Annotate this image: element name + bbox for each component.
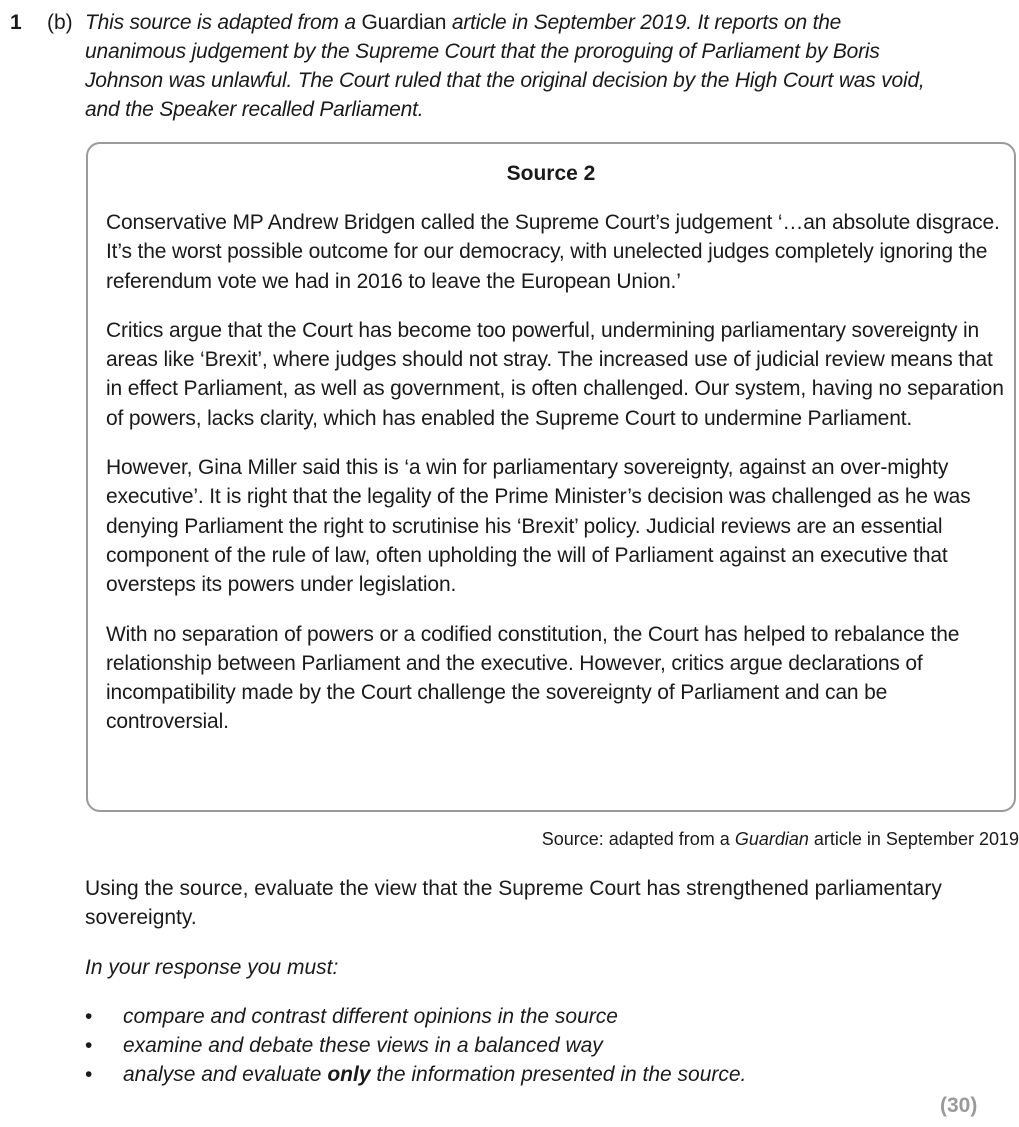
- citation-publication: Guardian: [734, 829, 809, 849]
- requirement-item: [85, 1002, 746, 1031]
- intro-publication-name: Guardian: [361, 11, 447, 34]
- bullet-icon: •: [85, 1063, 93, 1086]
- question-number: 1: [10, 11, 22, 34]
- requirement-text-start: analyse and evaluate: [123, 1063, 328, 1086]
- intro-text-start: This source is adapted from a: [85, 11, 362, 34]
- source-citation: [419, 826, 1019, 852]
- requirements-list: [85, 1002, 746, 1089]
- marks-available: (30): [940, 1094, 978, 1117]
- source-introduction: [85, 8, 945, 124]
- requirement-text: compare and contrast different opinions in the source: [123, 1005, 618, 1028]
- source-paragraph-1: Conservative MP Andrew Bridgen called the Supreme Court’s judgement ‘…an absolute disgrace. It’s the worst possible outcome for our democracy, with unelected judges completely ignoring the referendum vote we had in 2016 to leave the European Union.’: [106, 211, 1000, 293]
- question-part: (b): [47, 11, 73, 34]
- requirement-text: examine and debate these views in a balanced way: [123, 1034, 603, 1057]
- bullet-icon: •: [85, 1034, 93, 1057]
- source-title: Source 2: [506, 162, 596, 185]
- bullet-icon: •: [85, 1005, 93, 1028]
- source-paragraph-3: However, Gina Miller said this is ‘a win for parliamentary sovereignty, against an over-mighty executive’. It is right that the legality of the Prime Minister’s decision was challenged as he was denying Parliament the right to scrutinise his ‘Brexit’ policy. Judicial reviews are an essential component of the rule of law, often upholding the will of Parliament against an executive that oversteps its powers under legislation.: [106, 456, 971, 597]
- requirement-text-end: the information presented in the source.: [370, 1063, 747, 1086]
- intro-text-end: article in September 2019. It reports on the unanimous judgement by the Supreme Court that the proroguing of Parliament by Boris Johnson was unlawful. The Court ruled that the original decision by the High Court was void, and the Speaker recalled Parliament.: [85, 11, 925, 121]
- requirement-item: [85, 1060, 746, 1089]
- source-paragraph-2: Critics argue that the Court has become too powerful, undermining parliamentary sovereignty in areas like ‘Brexit’, where judges should not stray. The increased use of judicial review means that in effect Parliament, as well as government, is often challenged. Our system, having no separation of powers, lacks clarity, which has enabled the Supreme Court to undermine Parliament.: [106, 318, 1004, 430]
- requirement-emphasis: only: [327, 1063, 371, 1086]
- source-paragraph-4: With no separation of powers or a codified constitution, the Court has helped to rebalance the relationship between Parliament and the executive. However, critics argue declarations of incompatibility made by the Court challenge the sovereignty of Parliament and can be controversial.: [106, 622, 960, 734]
- requirement-item: [85, 1031, 746, 1060]
- question-prompt: Using the source, evaluate the view that the Supreme Court has strengthened parliamentary sovereignty.: [85, 877, 942, 929]
- citation-suffix: article in September 2019: [808, 829, 1019, 849]
- response-instruction: In your response you must:: [85, 956, 339, 979]
- citation-prefix: Source: adapted from a: [541, 829, 735, 849]
- source-box: [86, 142, 1016, 812]
- source-body: [106, 208, 1006, 737]
